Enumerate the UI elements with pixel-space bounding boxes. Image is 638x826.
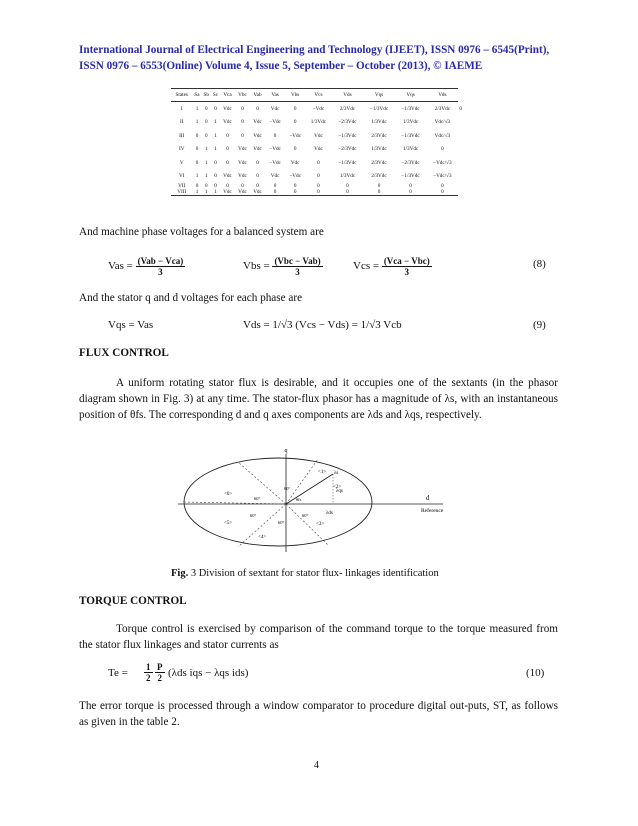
table-cell: 0 bbox=[195, 146, 199, 153]
table-cell: 1/3Vdc bbox=[402, 146, 419, 153]
eq8-vbs: Vbs = $\frac{\text{(Vbc − Vab)}}{3}$ bbox=[243, 256, 321, 277]
table-cell: 0 bbox=[195, 159, 199, 166]
table-cell: 1 bbox=[214, 146, 217, 153]
eq8-number: (8) bbox=[533, 258, 546, 270]
final-paragraph: The error torque is processed through a window comparator to procedure digital out-puts, ST, as follows as given in the table 2. bbox=[79, 700, 558, 728]
eq10-rhs: (λds iqs − λqs ids) bbox=[168, 667, 249, 679]
eq9-vqs: Vqs = Vas bbox=[108, 319, 154, 331]
table-cell: VII bbox=[178, 183, 186, 189]
angle-label-3: 60° bbox=[250, 513, 257, 518]
table-cell: 1 bbox=[202, 189, 212, 196]
eq8-vcs: Vcs = $\frac{\text{(Vca − Vbc)}}{3}$ bbox=[353, 256, 430, 277]
table-cell: IV bbox=[179, 146, 185, 153]
table-cell: Vdc/√3 bbox=[434, 132, 451, 139]
flux-circle bbox=[184, 458, 372, 546]
table-cell: −Vdc bbox=[269, 159, 281, 166]
torque-control-heading: TORQUE CONTROL bbox=[79, 595, 187, 607]
table-cell: 0 bbox=[273, 183, 277, 189]
table-cell: 0 bbox=[305, 189, 332, 196]
table-cell: 1 bbox=[204, 159, 208, 166]
table-cell: −1/3Vdc bbox=[369, 105, 389, 112]
table-row bbox=[171, 116, 463, 130]
table-cell: Vdc bbox=[270, 105, 280, 112]
table-cell: 1/3Vdc bbox=[371, 119, 387, 126]
table-cell: 0 bbox=[256, 183, 259, 189]
equation-9 bbox=[108, 315, 578, 339]
sextant-label-6: <6> bbox=[224, 492, 233, 497]
table-cell: 0 bbox=[214, 105, 217, 112]
table-cell: 0 bbox=[241, 119, 244, 126]
table-cell: 0 bbox=[226, 183, 229, 189]
table-cell: −Vdc bbox=[289, 173, 301, 180]
table-header-cell: Vcs bbox=[305, 89, 332, 102]
table-cell: 0 bbox=[346, 183, 349, 189]
table-header-cell: Sc bbox=[211, 89, 220, 102]
figure-caption: Fig. 3 Division of sextant for stator flux- linkages identification bbox=[171, 568, 439, 579]
table-cell: 0 bbox=[317, 173, 320, 180]
angle-label-2: 60° bbox=[254, 496, 261, 501]
table-header-cell: Vbs bbox=[285, 89, 305, 102]
lambda-ds-label: λds bbox=[326, 511, 333, 516]
table-cell: I bbox=[180, 105, 183, 112]
table-cell: 1 bbox=[214, 132, 217, 139]
sextant-boundary-2 bbox=[238, 462, 286, 504]
table-cell: 2/3Vdc bbox=[339, 105, 356, 112]
journal-header bbox=[79, 42, 564, 74]
table-header-cell: Vds bbox=[332, 89, 364, 102]
table-row bbox=[171, 170, 463, 184]
table-header-cell: Vca bbox=[220, 89, 235, 102]
table-cell: −Vdc bbox=[269, 119, 281, 126]
flux-control-paragraph: A uniform rotating stator flux is desirable, and it occupies one of the sextants (in the phasor diagram shown in Fig. 3) at any time. The stator-flux phasor has a magnitude of λs, with an instantaneous position of θfs. The corresponding d and q axes components are λds and λqs, respectively. bbox=[79, 377, 558, 421]
table-body bbox=[171, 102, 463, 196]
table-cell: 1/3Vdc bbox=[310, 119, 327, 126]
sextant-label-5: <5> bbox=[224, 521, 233, 526]
table-cell: Vdc bbox=[253, 119, 262, 126]
lambda-s-phasor bbox=[286, 474, 333, 504]
reference-label: Reference bbox=[421, 508, 444, 514]
table-cell: Vdc bbox=[238, 146, 247, 153]
eq10-number: (10) bbox=[526, 667, 545, 679]
table-cell: −2/3Vdc bbox=[338, 119, 357, 126]
eq10-coef-1: $\frac{1}{2}$ bbox=[146, 662, 151, 683]
table-cell: 0 bbox=[441, 146, 444, 153]
table-cell: Vdc bbox=[314, 146, 323, 153]
table-cell: 0 bbox=[293, 119, 297, 126]
table-cell: 1 bbox=[195, 119, 199, 126]
table-cell: −2/3Vdc bbox=[401, 159, 420, 166]
table-row bbox=[171, 156, 463, 170]
table-cell: Vdc bbox=[253, 146, 262, 153]
d-label: d bbox=[426, 494, 430, 502]
table-cell: 0 bbox=[241, 183, 244, 189]
table-cell: −Vdc bbox=[269, 146, 281, 153]
table-cell: 1 bbox=[214, 119, 217, 126]
angle-label-5: 60° bbox=[302, 513, 309, 518]
table-cell: 1/3Vdc bbox=[339, 173, 356, 180]
table-row bbox=[171, 143, 463, 157]
table-cell: Vdc bbox=[314, 132, 323, 139]
table-cell: Vdc bbox=[238, 173, 247, 180]
table-header-cell: States bbox=[171, 89, 193, 102]
eq9-vds: Vds = 1/√3 (Vcs − Vds) = 1/√3 Vcb bbox=[243, 319, 402, 331]
table-header-cell: Vds bbox=[426, 89, 458, 102]
sextant-label-4: <4> bbox=[258, 535, 267, 540]
table-cell: 0 bbox=[214, 183, 217, 189]
table-header-row bbox=[171, 89, 463, 102]
q-label: q bbox=[284, 448, 288, 454]
table-cell: −1/3Vdc bbox=[401, 132, 420, 139]
table-cell: 0 bbox=[395, 189, 427, 196]
lambda-s-label: λs bbox=[334, 471, 339, 476]
table-cell: 0 bbox=[214, 159, 217, 166]
table-cell: Vdc bbox=[290, 159, 300, 166]
table-cell: 0 bbox=[293, 183, 297, 189]
sextant-diagram bbox=[178, 448, 468, 562]
table-cell: 0 bbox=[256, 159, 259, 166]
angle-label-4: 60° bbox=[278, 520, 285, 525]
table-cell: −Vdc bbox=[289, 132, 301, 139]
eq8-vas: Vas = $\frac{\text{(Vab − Vca)}}{3}$ bbox=[108, 256, 184, 277]
table-cell: 0 bbox=[226, 159, 229, 166]
sextant-label-1: <1> bbox=[318, 470, 327, 475]
table-header-cell: Vqs bbox=[395, 89, 427, 102]
table-cell: 0 bbox=[256, 173, 259, 180]
header-line-1: International Journal of Electrical Engineering and Technology (IJEET), ISSN 0976 – 6545(Print), bbox=[79, 44, 550, 56]
sextant-label-3: <3> bbox=[316, 522, 325, 527]
table-header-cell: Vbc bbox=[235, 89, 250, 102]
page-number: 4 bbox=[314, 760, 319, 771]
table-cell: 0 bbox=[241, 132, 244, 139]
table-cell: 0 bbox=[332, 189, 364, 196]
angle-label-1: 60° bbox=[284, 486, 291, 491]
text-qd-voltages: And the stator q and d voltages for each phase are bbox=[79, 292, 303, 304]
sextant-boundary-1 bbox=[286, 459, 318, 504]
switching-states-table bbox=[171, 88, 463, 196]
table-cell: 1 bbox=[204, 146, 208, 153]
table-cell: Vdc bbox=[235, 189, 250, 196]
table-cell: Vdc bbox=[223, 173, 232, 180]
table-cell: 0 bbox=[204, 132, 208, 139]
table-cell: 0 bbox=[285, 189, 305, 196]
table-header-cell: Vas bbox=[265, 89, 285, 102]
table-cell: 2/3Vdc bbox=[434, 105, 451, 112]
table-cell: Vdc bbox=[223, 105, 232, 112]
eq9-number: (9) bbox=[533, 319, 546, 331]
table-cell: 1 bbox=[211, 189, 220, 196]
table-cell: VI bbox=[179, 173, 185, 180]
sextant-label-2: <2> bbox=[333, 485, 342, 490]
table-cell: 0 bbox=[195, 132, 199, 139]
table-header-cell: Sa bbox=[193, 89, 202, 102]
table-cell: 0 bbox=[204, 105, 208, 112]
table-cell: 0 bbox=[214, 173, 217, 180]
table-cell: 0 bbox=[363, 189, 395, 196]
lambda-qs-label: λqs bbox=[336, 489, 343, 494]
table-cell: Vdc bbox=[223, 119, 232, 126]
table-cell: 0 bbox=[317, 159, 320, 166]
table-cell: 0 bbox=[226, 146, 229, 153]
table-cell: 0 bbox=[241, 105, 244, 112]
text-phase-voltages: And machine phase voltages for a balanced system are bbox=[79, 226, 324, 238]
table-cell: −1/3Vdc bbox=[401, 173, 420, 180]
table-cell: Vdc bbox=[253, 132, 262, 139]
table-header-cell: Vab bbox=[250, 89, 265, 102]
table-cell: 0 bbox=[459, 105, 462, 112]
table-cell: III bbox=[179, 132, 185, 139]
table-cell: −Vdc bbox=[312, 105, 325, 112]
table-cell: 0 bbox=[265, 189, 285, 196]
table-cell: 2/3Vdc bbox=[371, 173, 387, 180]
table-cell: 0 bbox=[377, 183, 381, 189]
flux-control-heading: FLUX CONTROL bbox=[79, 347, 169, 359]
table-cell: −Vdc/√3 bbox=[433, 173, 452, 180]
table-cell: 1 bbox=[204, 173, 208, 180]
table-cell: −1/3Vdc bbox=[338, 159, 357, 166]
table-cell: −1/3Vdc bbox=[338, 132, 357, 139]
table-cell: 0 bbox=[273, 132, 277, 139]
equation-10 bbox=[108, 662, 578, 688]
table-cell: 0 bbox=[293, 105, 297, 112]
torque-control-paragraph: Torque control is exercised by comparison of the command torque to the torque measured from the stator flux linkages and stator currents as bbox=[79, 623, 558, 651]
table-row bbox=[171, 102, 463, 116]
table-cell: Vdc bbox=[238, 159, 247, 166]
table-cell: V bbox=[179, 159, 184, 166]
table-cell: 0 bbox=[195, 183, 199, 189]
table-cell: Vdc bbox=[250, 189, 265, 196]
header-line-2: ISSN 0976 – 6553(Online) Volume 4, Issue 5, September – October (2013), © IAEME bbox=[79, 60, 483, 72]
table-cell: 0 bbox=[226, 132, 229, 139]
table-cell: 1 bbox=[195, 173, 199, 180]
table-cell: 1/3Vdc bbox=[371, 146, 387, 153]
eq10-lhs: Te = bbox=[108, 667, 128, 679]
table-cell: −1/3Vdc bbox=[401, 105, 420, 112]
table-cell: 0 bbox=[441, 183, 444, 189]
table-cell: 1 bbox=[195, 105, 199, 112]
table-cell: 0 bbox=[426, 189, 458, 196]
table-cell: 0 bbox=[204, 183, 208, 189]
table-row bbox=[171, 189, 463, 196]
table-cell: 0 bbox=[409, 183, 412, 189]
theta-label: θfs bbox=[296, 497, 302, 502]
table-cell: 1 bbox=[193, 189, 202, 196]
table-cell: −Vdc/√3 bbox=[433, 159, 452, 166]
table-cell: 2/3Vdc bbox=[371, 159, 387, 166]
sextant-boundary-3 bbox=[238, 504, 286, 547]
table-cell: VIII bbox=[171, 189, 193, 196]
table-cell: 0 bbox=[204, 119, 208, 126]
eq10-coef-2: $\frac{P}{2}$ bbox=[157, 662, 163, 683]
table-cell: Vdc/√3 bbox=[434, 119, 451, 126]
table-cell: 0 bbox=[256, 105, 259, 112]
table-header-cell: Sb bbox=[202, 89, 212, 102]
table-header-cell: Vqs bbox=[363, 89, 395, 102]
table-cell: 0 bbox=[317, 183, 320, 189]
table-cell: II bbox=[180, 119, 184, 126]
equation-8 bbox=[108, 250, 578, 280]
table-cell: Vdc bbox=[220, 189, 235, 196]
table-cell: 1/3Vdc bbox=[402, 119, 419, 126]
table-cell: 2/3Vdc bbox=[371, 132, 387, 139]
table-cell: −2/3Vdc bbox=[338, 146, 357, 153]
table-cell: 0 bbox=[293, 146, 297, 153]
table-cell: Vdc bbox=[270, 173, 280, 180]
table-row bbox=[171, 129, 463, 143]
